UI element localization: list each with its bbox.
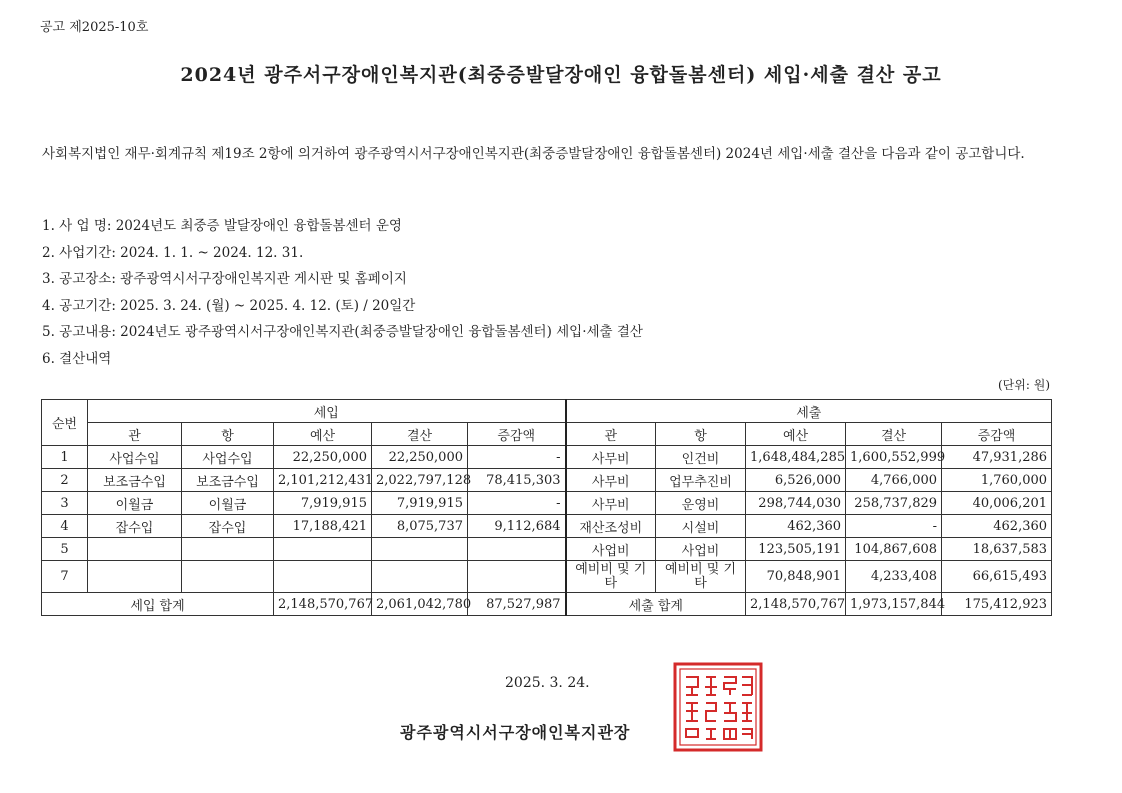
expense-diff: 1,760,000 [942,469,1052,492]
expense-total-budget: 2,148,570,767 [746,593,846,616]
revenue-settle [372,538,468,561]
revenue-hang: 잡수입 [182,515,274,538]
revenue-hang [182,561,274,593]
header-revenue: 세입 [88,400,566,423]
revenue-settle: 7,919,915 [372,492,468,515]
notice-item: 3. 공고장소: 광주광역시서구장애인복지관 게시판 및 홈페이지 [42,271,407,287]
expense-diff: 18,637,583 [942,538,1052,561]
expense-settle: 4,766,000 [846,469,942,492]
expense-budget: 6,526,000 [746,469,846,492]
settlement-table [41,399,1052,616]
expense-total-diff: 175,412,923 [942,593,1052,616]
revenue-settle: 8,075,737 [372,515,468,538]
revenue-hang: 사업수입 [182,446,274,469]
expense-hang: 인건비 [656,446,746,469]
expense-settle: 104,867,608 [846,538,942,561]
revenue-diff: - [468,492,566,515]
header-r-settle: 결산 [372,423,468,446]
expense-budget: 123,505,191 [746,538,846,561]
revenue-hang [182,538,274,561]
table-row [42,538,1052,561]
revenue-gwan: 잡수입 [88,515,182,538]
revenue-diff: 9,112,684 [468,515,566,538]
expense-hang: 사업비 [656,538,746,561]
expense-gwan: 사무비 [566,446,656,469]
revenue-budget: 22,250,000 [274,446,372,469]
expense-total-settle: 1,973,157,844 [846,593,942,616]
revenue-gwan: 이월금 [88,492,182,515]
revenue-gwan: 보조금수입 [88,469,182,492]
notice-item: 4. 공고기간: 2025. 3. 24. (월) ~ 2025. 4. 12. (토) / 20일간 [42,297,416,314]
header-r-gwan: 관 [88,423,182,446]
revenue-settle: 22,250,000 [372,446,468,469]
revenue-total-budget: 2,148,570,767 [274,593,372,616]
header-no: 순번 [42,400,88,446]
expense-settle: 1,600,552,999 [846,446,942,469]
expense-settle: 4,233,408 [846,561,942,593]
row-no: 7 [42,561,88,593]
expense-budget: 462,360 [746,515,846,538]
table-row [42,469,1052,492]
revenue-diff: 78,415,303 [468,469,566,492]
table-row [42,446,1052,469]
page-title: 2024년 광주서구장애인복지관(최중증발달장애인 융합돌봄센터) 세입·세출 결산 공고 [180,64,942,86]
expense-total-label: 세출 합계 [566,593,746,616]
expense-gwan: 재산조성비 [566,515,656,538]
table-row [42,515,1052,538]
row-no: 5 [42,538,88,561]
expense-diff: 66,615,493 [942,561,1052,593]
header-r-diff: 증감액 [468,423,566,446]
table-row [42,561,1052,593]
revenue-gwan [88,561,182,593]
notice-item: 6. 결산내역 [42,350,112,367]
expense-diff: 462,360 [942,515,1052,538]
row-no: 1 [42,446,88,469]
notice-item: 1. 사 업 명: 2024년도 최중증 발달장애인 융합돌봄센터 운영 [42,218,402,234]
header-e-diff: 증감액 [942,423,1052,446]
notice-item: 5. 공고내용: 2024년도 광주광역시서구장애인복지관(최중증발달장애인 융합돌봄센터) 세입·세출 결산 [42,324,643,340]
revenue-total-settle: 2,061,042,780 [372,593,468,616]
revenue-budget: 17,188,421 [274,515,372,538]
official-seal-icon [672,661,764,753]
revenue-budget: 7,919,915 [274,492,372,515]
revenue-budget [274,538,372,561]
notice-item: 2. 사업기간: 2024. 1. 1. ~ 2024. 12. 31. [42,244,304,261]
header-e-hang: 항 [656,423,746,446]
intro-paragraph: 사회복지법인 재무·회계규칙 제19조 2항에 의거하여 광주광역시서구장애인복지관(최중증발달장애인 융합돌봄센터) 2024년 세입·세출 결산을 다음과 같이 공고합니다. [42,146,1025,162]
table-row [42,492,1052,515]
expense-diff: 47,931,286 [942,446,1052,469]
header-expense: 세출 [566,400,1052,423]
notice-number: 공고 제2025-10호 [40,20,149,35]
expense-hang: 예비비 및 기타 [656,561,746,593]
expense-hang: 시설비 [656,515,746,538]
revenue-diff [468,538,566,561]
header-e-gwan: 관 [566,423,656,446]
expense-settle: 258,737,829 [846,492,942,515]
revenue-budget: 2,101,212,431 [274,469,372,492]
row-no: 3 [42,492,88,515]
expense-hang: 운영비 [656,492,746,515]
notice-items [42,213,643,372]
unit-label: (단위: 원) [998,378,1050,392]
revenue-total-diff: 87,527,987 [468,593,566,616]
header-r-hang: 항 [182,423,274,446]
revenue-total-label: 세입 합계 [42,593,274,616]
expense-gwan: 사무비 [566,469,656,492]
revenue-gwan: 사업수입 [88,446,182,469]
row-no: 2 [42,469,88,492]
revenue-diff: - [468,446,566,469]
revenue-settle [372,561,468,593]
expense-gwan: 사업비 [566,538,656,561]
total-row [42,593,1052,616]
expense-budget: 298,744,030 [746,492,846,515]
header-e-settle: 결산 [846,423,942,446]
revenue-gwan [88,538,182,561]
organization-signature: 광주광역시서구장애인복지관장 [400,723,631,742]
expense-gwan: 예비비 및 기타 [566,561,656,593]
revenue-hang: 이월금 [182,492,274,515]
expense-budget: 1,648,484,285 [746,446,846,469]
revenue-settle: 2,022,797,128 [372,469,468,492]
header-r-budget: 예산 [274,423,372,446]
notice-date: 2025. 3. 24. [505,675,590,691]
expense-gwan: 사무비 [566,492,656,515]
header-e-budget: 예산 [746,423,846,446]
row-no: 4 [42,515,88,538]
expense-hang: 업무추진비 [656,469,746,492]
expense-budget: 70,848,901 [746,561,846,593]
revenue-diff [468,561,566,593]
expense-diff: 40,006,201 [942,492,1052,515]
revenue-hang: 보조금수입 [182,469,274,492]
revenue-budget [274,561,372,593]
expense-settle: - [846,515,942,538]
